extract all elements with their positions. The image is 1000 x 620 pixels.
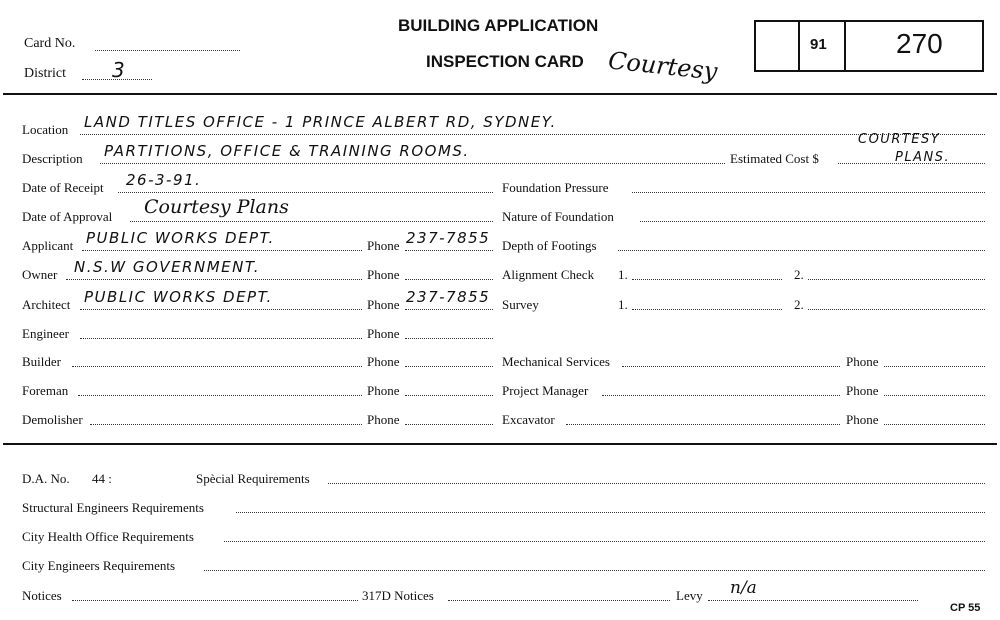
title-line2: INSPECTION CARD	[426, 52, 584, 71]
date-approval-label: Date of Approval	[22, 209, 113, 224]
depth-footings-field[interactable]	[618, 250, 985, 251]
builder-label: Builder	[22, 354, 61, 369]
da-no-label: D.A. No.	[22, 471, 70, 486]
architect-phone-field[interactable]	[405, 309, 493, 310]
architect-phone-value: 237-7855	[406, 288, 491, 306]
district-value: 3	[112, 58, 127, 82]
date-approval-field[interactable]	[130, 221, 493, 222]
owner-phone-label: Phone	[367, 267, 400, 282]
applicant-value: PUBLIC WORKS DEPT.	[86, 229, 275, 247]
nature-foundation-label: Nature of Foundation	[502, 209, 614, 224]
depth-footings-label: Depth of Footings	[502, 238, 597, 253]
foundation-pressure-field[interactable]	[632, 192, 985, 193]
special-req-field[interactable]	[328, 483, 985, 484]
owner-value: N.S.W GOVERNMENT.	[74, 258, 260, 276]
applicant-label: Applicant	[22, 238, 74, 253]
box-right-number: 270	[896, 28, 943, 59]
form-code: CP 55	[950, 602, 981, 614]
alignment-field-1[interactable]	[632, 279, 782, 280]
architect-field[interactable]	[80, 309, 362, 310]
card-number-box	[754, 20, 984, 72]
notices-317d-label: 317D Notices	[362, 588, 434, 603]
city-eng-field[interactable]	[204, 570, 985, 571]
survey-field-2[interactable]	[808, 309, 985, 310]
location-field[interactable]	[80, 134, 985, 135]
demolisher-phone-label: Phone	[367, 412, 400, 427]
structural-field[interactable]	[236, 512, 985, 513]
notices-field[interactable]	[72, 600, 358, 601]
card-no-field[interactable]	[95, 50, 240, 51]
date-receipt-label: Date of Receipt	[22, 180, 104, 195]
courtesy-stamp: Courtesy	[606, 46, 719, 86]
date-approval-value: Courtesy Plans	[144, 196, 289, 218]
levy-value: n/a	[730, 578, 757, 598]
location-value: LAND TITLES OFFICE - 1 PRINCE ALBERT RD, SYDNEY.	[84, 113, 557, 131]
health-label: City Health Office Requirements	[22, 529, 194, 544]
health-field[interactable]	[224, 541, 985, 542]
box-divider	[798, 22, 800, 70]
foreman-phone-label: Phone	[367, 383, 400, 398]
survey-field-1[interactable]	[632, 309, 782, 310]
engineer-field[interactable]	[80, 338, 362, 339]
demolisher-label: Demolisher	[22, 412, 83, 427]
foreman-field[interactable]	[78, 395, 362, 396]
district-label: District	[24, 66, 66, 81]
title-line1: BUILDING APPLICATION	[398, 16, 599, 35]
project-manager-label: Project Manager	[502, 383, 589, 398]
demolisher-phone-field[interactable]	[405, 424, 493, 425]
levy-field[interactable]	[708, 600, 918, 601]
nature-foundation-field[interactable]	[640, 221, 985, 222]
estimated-cost-value-2: PLANS.	[895, 150, 951, 165]
notices-317d-field[interactable]	[448, 600, 670, 601]
structural-label: Structural Engineers Requirements	[22, 500, 204, 515]
applicant-phone-field[interactable]	[405, 250, 493, 251]
engineer-phone-label: Phone	[367, 326, 400, 341]
date-receipt-field[interactable]	[118, 192, 493, 193]
location-label: Location	[22, 122, 69, 137]
excavator-phone-field[interactable]	[884, 424, 985, 425]
alignment-num-1: 1.	[618, 267, 628, 282]
builder-phone-label: Phone	[367, 354, 400, 369]
excavator-phone-label: Phone	[846, 412, 879, 427]
project-manager-phone-field[interactable]	[884, 395, 985, 396]
special-req-label: Spècial Requirements	[196, 471, 310, 486]
description-label: Description	[22, 151, 83, 166]
box-left-number: 91	[810, 36, 827, 53]
owner-label: Owner	[22, 267, 58, 282]
survey-num-2: 2.	[794, 297, 804, 312]
notices-label: Notices	[22, 588, 62, 603]
project-manager-field[interactable]	[602, 395, 840, 396]
alignment-field-2[interactable]	[808, 279, 985, 280]
architect-value: PUBLIC WORKS DEPT.	[84, 288, 273, 306]
da-no-value: 44 :	[92, 471, 112, 486]
alignment-check-label: Alignment Check	[502, 267, 595, 282]
builder-phone-field[interactable]	[405, 366, 493, 367]
survey-num-1: 1.	[618, 297, 628, 312]
mechanical-phone-field[interactable]	[884, 366, 985, 367]
builder-field[interactable]	[72, 366, 362, 367]
levy-label: Levy	[676, 588, 703, 603]
architect-phone-label: Phone	[367, 297, 400, 312]
engineer-label: Engineer	[22, 326, 69, 341]
architect-label: Architect	[22, 297, 71, 312]
demolisher-field[interactable]	[90, 424, 362, 425]
foreman-phone-field[interactable]	[405, 395, 493, 396]
box-divider	[844, 22, 846, 70]
applicant-field[interactable]	[82, 250, 362, 251]
owner-phone-field[interactable]	[405, 279, 493, 280]
section-divider	[3, 93, 997, 95]
owner-field[interactable]	[66, 279, 362, 280]
city-eng-label: City Engineers Requirements	[22, 558, 176, 573]
engineer-phone-field[interactable]	[405, 338, 493, 339]
foundation-pressure-label: Foundation Pressure	[502, 180, 609, 195]
description-value: PARTITIONS, OFFICE & TRAINING ROOMS.	[104, 142, 470, 160]
section-divider	[3, 443, 997, 445]
date-receipt-value: 26-3-91.	[126, 171, 202, 189]
mechanical-phone-label: Phone	[846, 354, 879, 369]
project-manager-phone-label: Phone	[846, 383, 879, 398]
description-field[interactable]	[100, 163, 725, 164]
foreman-label: Foreman	[22, 383, 69, 398]
applicant-phone-label: Phone	[367, 238, 400, 253]
card-no-label: Card No.	[24, 36, 76, 51]
alignment-num-2: 2.	[794, 267, 804, 282]
applicant-phone-value: 237-7855	[406, 229, 491, 247]
excavator-field[interactable]	[566, 424, 840, 425]
estimated-cost-label: Estimated Cost $	[730, 151, 819, 166]
mechanical-field[interactable]	[622, 366, 840, 367]
excavator-label: Excavator	[502, 412, 555, 427]
mechanical-label: Mechanical Services	[502, 354, 610, 369]
estimated-cost-value-1: COURTESY	[858, 132, 941, 147]
survey-label: Survey	[502, 297, 539, 312]
